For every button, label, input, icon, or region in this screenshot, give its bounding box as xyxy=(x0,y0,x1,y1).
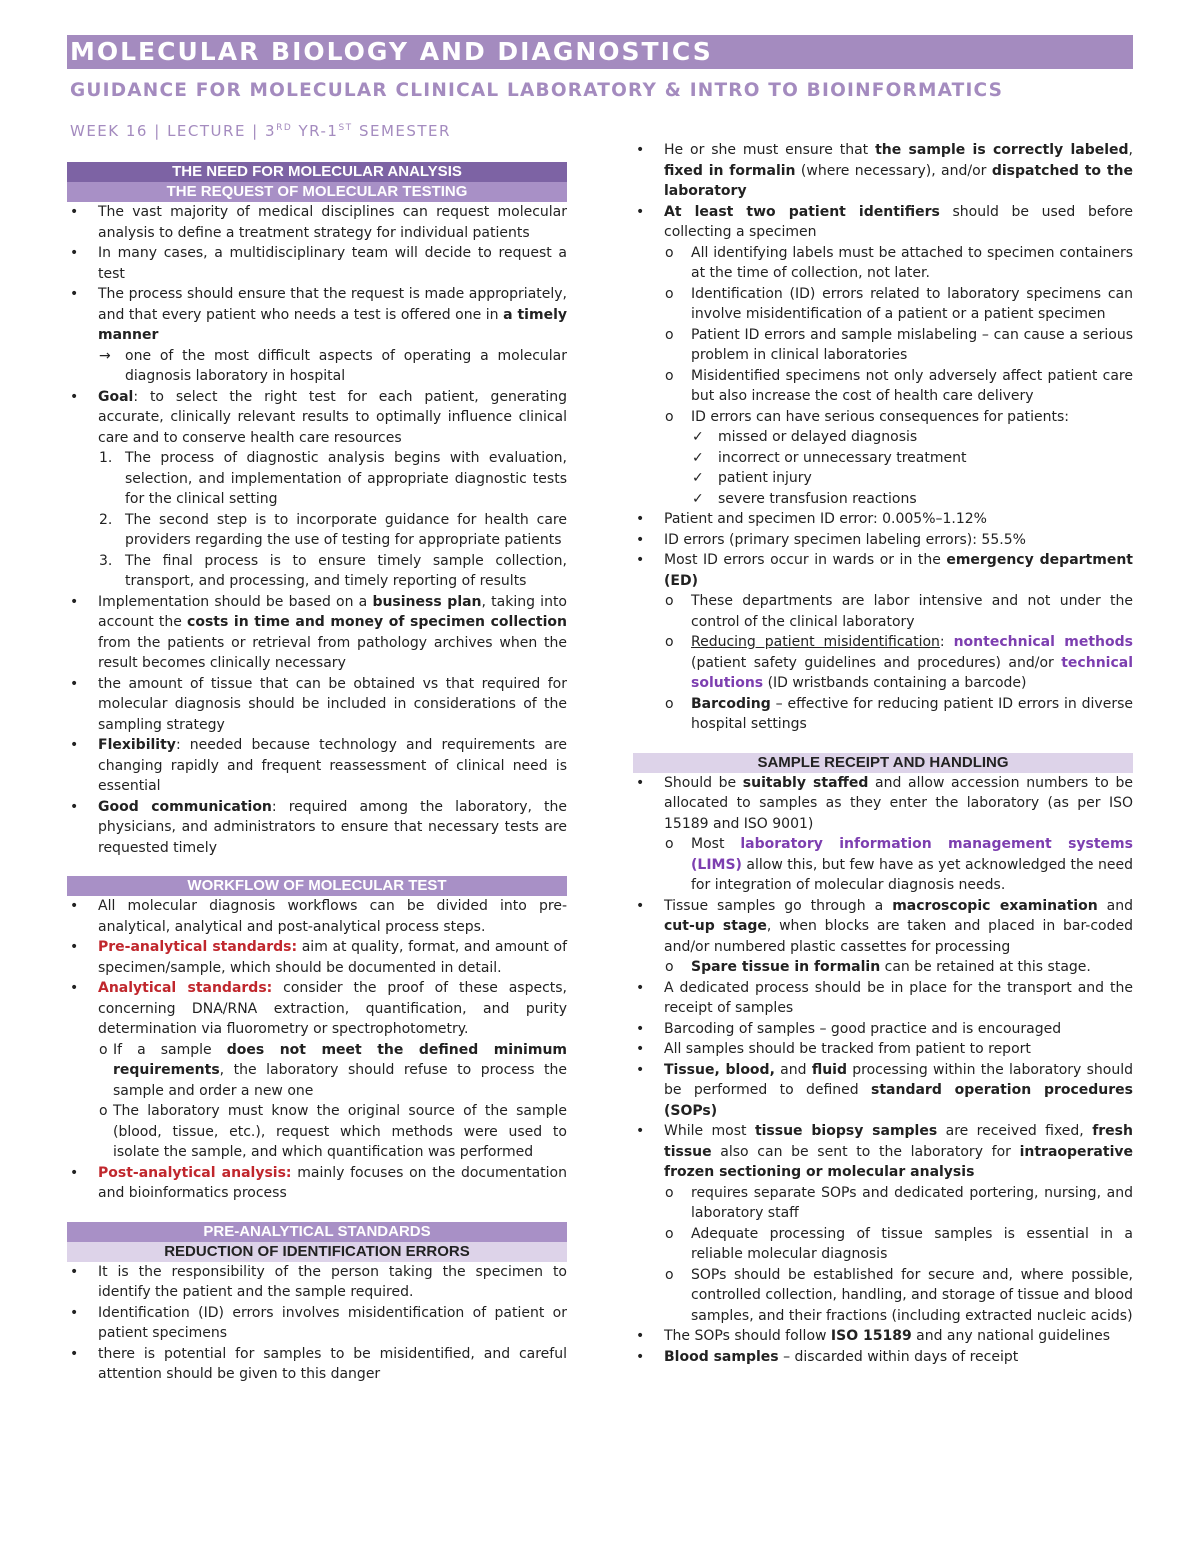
list-item: • Pre-analytical standards: aim at quality, format, and amount of specimen/sample, which should be documented in detail. xyxy=(70,939,567,976)
list-item: • Implementation should be based on a business plan, taking into account the costs in time and money of specimen collection from the patients or retrieval from pathology archives when the result becomes clinically necessary xyxy=(70,593,567,671)
check-icon: ✓ xyxy=(692,490,704,507)
list-item: • It is the responsibility of the person taking the specimen to identify the patient and the sample required. xyxy=(70,1263,567,1300)
list-item: o requires separate SOPs and dedicated portering, nursing, and laboratory staff xyxy=(665,1184,1133,1221)
week-lecture-line: WEEK 16 | LECTURE | 3RD YR-1ST SEMESTER xyxy=(70,122,451,140)
section-header-need: THE NEED FOR MOLECULAR ANALYSIS xyxy=(67,162,567,182)
numbered-item: 2. The second step is to incorporate guidance for health care providers regarding the use of testing for appropriate patients xyxy=(99,511,567,548)
document-title: MOLECULAR BIOLOGY AND DIAGNOSTICS xyxy=(70,37,713,66)
list-item: o The laboratory must know the original source of the sample (blood, tissue, etc.), request which methods were used to isolate the sample, and which quantification was performed xyxy=(99,1103,567,1160)
list-item: • All molecular diagnosis workflows can be divided into pre-analytical, analytical and post-analytical process steps. xyxy=(70,898,567,935)
list-item: → one of the most difficult aspects of operating a molecular diagnosis laboratory in hospital xyxy=(99,347,567,384)
list-item: o Barcoding – effective for reducing patient ID errors in diverse hospital settings xyxy=(665,695,1133,732)
section-header-workflow: WORKFLOW OF MOLECULAR TEST xyxy=(67,876,567,896)
list-item: o Identification (ID) errors related to laboratory specimens can involve misidentification of a patient or a patient specimen xyxy=(665,285,1133,322)
section-header-sample-receipt: SAMPLE RECEIPT AND HANDLING xyxy=(633,753,1133,773)
list-item: • Goal: to select the right test for each patient, generating accurate, clinically relevant results to optimally influence clinical care and to conserve health care resources xyxy=(70,388,567,446)
list-item: o ID errors can have serious consequences for patients: xyxy=(665,408,1070,425)
list-item: • Identification (ID) errors involves misidentification of patient or patient specimens xyxy=(70,1304,567,1341)
list-item: o Adequate processing of tissue samples is essential in a reliable molecular diagnosis xyxy=(665,1225,1133,1262)
left-column xyxy=(67,162,567,1385)
check-icon: ✓ xyxy=(692,470,704,486)
list-item: o SOPs should be established for secure and, where possible, controlled collection, handling, and storage of tissue and blood samples, and their fractions (including extracted nucleic acids) xyxy=(665,1266,1133,1324)
list-item: • Should be suitably staffed and allow accession numbers to be allocated to samples as they enter the laboratory (as per ISO 15189 and ISO 9001) xyxy=(636,774,1133,832)
list-item: • In many cases, a multidisciplinary team will decide to request a test xyxy=(70,245,567,282)
list-item: • Blood samples – discarded within days of receipt xyxy=(636,1348,1019,1365)
list-item: o Most laboratory information management systems (LIMS) allow this, but few have as yet acknowledged the need for integration of molecular diagnosis needs. xyxy=(665,836,1133,893)
numbered-item: 1. The process of diagnostic analysis begins with evaluation, selection, and implementation of appropriate diagnostic tests for the clinical setting xyxy=(99,450,567,507)
list-item: • At least two patient identifiers should be used before collecting a specimen xyxy=(636,203,1133,240)
list-item: • Barcoding of samples – good practice and is encouraged xyxy=(636,1020,1062,1037)
list-item: • the amount of tissue that can be obtained vs that required for molecular diagnosis should be included in considerations of the sampling strategy xyxy=(70,675,567,733)
list-item: o Reducing patient misidentification: nontechnical methods (patient safety guidelines and procedures) and/or technical solutions (ID wristbands containing a barcode) xyxy=(665,634,1133,691)
list-item: • Post-analytical analysis: mainly focuses on the documentation and bioinformatics process xyxy=(70,1164,567,1201)
list-item: • A dedicated process should be in place for the transport and the receipt of samples xyxy=(636,979,1133,1016)
list-item: o Patient ID errors and sample mislabeling – can cause a serious problem in clinical laboratories xyxy=(665,326,1133,363)
list-item: • While most tissue biopsy samples are received fixed, fresh tissue also can be sent to the laboratory for intraoperative frozen sectioning or molecular analysis xyxy=(636,1123,1133,1180)
list-item: • Flexibility: needed because technology and requirements are changing rapidly and frequent reassessment of clinical need is essential xyxy=(70,737,567,794)
list-item: • Analytical standards: consider the proof of these aspects, concerning DNA/RNA extraction, quantification, and purity determination via fluorometry or spectrophotometry. xyxy=(70,980,568,1037)
list-item: • Tissue, blood, and fluid processing within the laboratory should be performed to defined standard operation procedures (SOPs) xyxy=(636,1061,1133,1119)
list-item: o These departments are labor intensive and not under the control of the clinical laboratory xyxy=(665,593,1133,630)
list-item: • there is potential for samples to be misidentified, and careful attention should be given to this danger xyxy=(70,1345,567,1382)
list-item: • He or she must ensure that the sample is correctly labeled, fixed in formalin (where necessary), and/or dispatched to the laboratory xyxy=(636,142,1134,199)
check-icon: ✓ xyxy=(692,449,704,466)
section-header-request: THE REQUEST OF MOLECULAR TESTING xyxy=(67,182,567,202)
list-item: • Good communication: required among the laboratory, the physicians, and administrators to ensure that necessary tests are requested timely xyxy=(70,798,567,856)
check-icon: ✓ xyxy=(692,429,704,445)
document-subtitle: GUIDANCE FOR MOLECULAR CLINICAL LABORATORY & INTRO TO BIOINFORMATICS xyxy=(70,80,1004,101)
right-column xyxy=(633,140,1133,1367)
list-item: o Spare tissue in formalin can be retained at this stage. xyxy=(665,959,1091,975)
list-item: • All samples should be tracked from patient to report xyxy=(636,1041,1031,1057)
check-item: ✓ severe transfusion reactions xyxy=(633,489,1133,510)
list-item: • ID errors (primary specimen labeling errors): 55.5% xyxy=(636,531,1026,548)
list-item: o Misidentified specimens not only adversely affect patient care but also increase the cost of health care delivery xyxy=(665,367,1133,404)
list-item: • The vast majority of medical disciplines can request molecular analysis to define a treatment strategy for individual patients xyxy=(70,204,567,241)
list-item: o All identifying labels must be attached to specimen containers at the time of collection, not later. xyxy=(665,244,1133,281)
section-header-pre-analytical: PRE-ANALYTICAL STANDARDS xyxy=(67,1222,567,1242)
check-item: ✓ patient injury xyxy=(633,468,1133,489)
check-item: ✓ incorrect or unnecessary treatment xyxy=(633,448,1133,469)
list-item: • Tissue samples go through a macroscopic examination and cut-up stage, when blocks are taken and placed in bar-coded and/or numbered plastic cassettes for processing xyxy=(636,897,1134,955)
list-item: • Patient and specimen ID error: 0.005%–1.12% xyxy=(636,511,987,527)
numbered-item: 3. The final process is to ensure timely sample collection, transport, and processing, and timely reporting of results xyxy=(99,552,567,589)
list-item: • Most ID errors occur in wards or in the emergency department (ED) xyxy=(636,552,1133,589)
section-header-reduction: REDUCTION OF IDENTIFICATION ERRORS xyxy=(67,1242,567,1262)
list-item: • The process should ensure that the request is made appropriately, and that every patient who needs a test is offered one in a timely manner xyxy=(70,286,567,343)
list-item: • The SOPs should follow ISO 15189 and any national guidelines xyxy=(636,1328,1111,1344)
list-item: o If a sample does not meet the defined minimum requirements, the laboratory should refuse to process the sample and order a new one xyxy=(99,1041,568,1099)
check-item: ✓ missed or delayed diagnosis xyxy=(633,427,1133,448)
